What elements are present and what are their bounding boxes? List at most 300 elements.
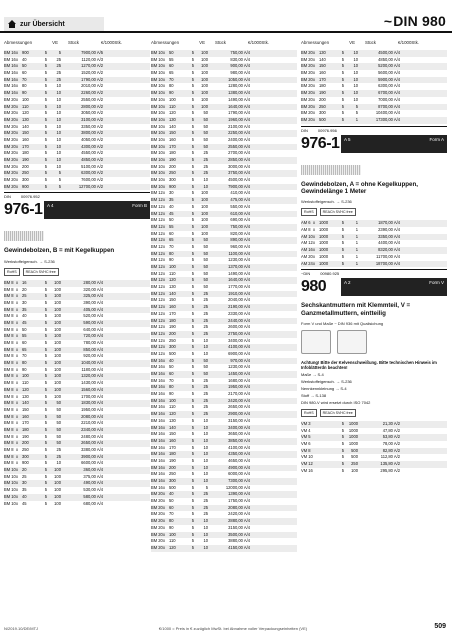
table-cell: 53,80 A/2	[382, 434, 400, 440]
table-cell: 1960,00 A/4	[228, 116, 250, 122]
table-cell: AM 6	[301, 220, 311, 226]
table-cell: 55	[169, 56, 174, 62]
table-cell: 1000	[319, 233, 329, 239]
table-cell: 2420,00 A/4	[228, 511, 250, 517]
table-cell: 100	[54, 493, 61, 499]
column-left	[4, 40, 150, 507]
table-row	[151, 318, 297, 325]
table-cell: 5	[191, 344, 194, 350]
rohs-badge: RoHS	[301, 208, 317, 216]
table-cell: x	[163, 123, 166, 129]
table-cell: 5	[191, 544, 194, 550]
table-cell: BM 8	[4, 453, 14, 459]
table-cell: BM 8	[4, 440, 14, 446]
table-cell: 5	[44, 406, 47, 412]
table-row	[4, 360, 150, 367]
table-cell: 10	[203, 524, 208, 530]
table-cell: 900	[22, 183, 29, 189]
table-cell: BM 12	[151, 264, 163, 269]
table-cell: 50	[22, 326, 27, 332]
table-cell: x	[163, 538, 166, 544]
table-cell: 1100,00 A/4	[228, 250, 250, 256]
table-cell: 500	[169, 484, 176, 490]
table-row	[4, 70, 150, 77]
table-row	[4, 467, 150, 474]
table-cell: VM 5	[301, 434, 311, 440]
table-cell: x	[163, 350, 166, 356]
table-cell: x	[163, 136, 166, 142]
table-cell: 120	[169, 110, 176, 116]
table-cell: 10	[203, 544, 208, 550]
table-cell: x	[16, 123, 19, 129]
table-cell: 1	[355, 116, 358, 122]
table-cell: 500	[169, 350, 176, 356]
table-cell: 7600,00 A/2	[81, 177, 103, 183]
table-cell: 140	[22, 400, 29, 406]
table-cell: 2900,00 A/4	[228, 411, 250, 417]
table-cell: 100	[201, 50, 208, 55]
table-row	[4, 150, 150, 157]
table-cell: 5	[44, 393, 47, 399]
table-cell: x	[16, 157, 19, 162]
table-cell: 5	[44, 286, 47, 292]
table-cell: 5	[191, 284, 194, 290]
product-drawing	[301, 330, 447, 354]
table-cell: 160	[22, 136, 29, 142]
table-cell: 610,00 A/4	[230, 210, 250, 216]
table-cell: BM 8	[4, 313, 14, 319]
table-cell: 65	[169, 237, 174, 243]
table-cell: x	[16, 299, 19, 305]
table-cell: x	[163, 90, 166, 96]
back-to-overview-link[interactable]	[4, 17, 104, 31]
table-cell: BM 16	[151, 478, 163, 483]
table-cell: BM 16	[4, 50, 16, 55]
table-cell: 50	[169, 50, 174, 55]
product-note[interactable]: Werkstoffeigensch. → S-236	[4, 258, 55, 264]
table-cell: x	[313, 253, 316, 259]
table-cell: 200	[319, 96, 326, 102]
table-row	[4, 280, 150, 287]
table-cell: 4850,00 A/4	[378, 56, 400, 62]
table-cell: 110	[169, 270, 176, 276]
table-cell: 5	[191, 250, 194, 256]
table-cell: 5	[191, 210, 194, 216]
table-cell: BM 8	[4, 433, 14, 439]
table-cell: 4500,00 A/4	[378, 50, 400, 55]
table-row	[151, 511, 297, 518]
table-cell: x	[16, 136, 19, 142]
table-cell: 10	[353, 76, 358, 82]
table-cell: 50	[203, 357, 208, 363]
table-cell: 5	[191, 371, 194, 376]
table-cell: 520,00 A/4	[83, 313, 103, 319]
table-cell: 100	[54, 467, 61, 473]
table-cell: 4550,00 A/2	[81, 150, 103, 156]
product-title: Gewindebolzen, A = ohne Kegelkuppen, Gewindelänge 1 Meter	[301, 180, 418, 195]
table-cell: 3880,00 A/4	[228, 538, 250, 544]
table-cell: 2800,00 A/2	[81, 103, 103, 109]
table-cell: x	[163, 270, 166, 276]
table-cell: BM 12	[151, 324, 163, 330]
table-cell: 2340,00 A/4	[81, 426, 103, 432]
table-cell: x	[163, 310, 166, 316]
table-cell: BM 16	[151, 397, 163, 403]
table-cell: VM 10	[301, 454, 313, 460]
table-cell: 50	[203, 116, 208, 122]
table-cell: 250	[22, 447, 29, 453]
table-cell: 170	[169, 310, 176, 316]
reference-note[interactable]: Werkstoffeigensch. → S-236	[301, 379, 352, 384]
table-cell: 150	[22, 130, 29, 136]
badge-group	[301, 409, 447, 417]
table-cell: 100	[54, 333, 61, 339]
table-cell: 580,00 A/4	[83, 493, 103, 499]
table-cell: 25	[203, 304, 208, 310]
table-cell: 5	[44, 116, 47, 122]
table-cell: 5	[341, 110, 344, 116]
table-cell: BM 8	[4, 413, 14, 419]
table-cell: 8700,00 A/4	[378, 103, 400, 109]
table-cell: 5	[191, 56, 194, 62]
price-table	[4, 50, 150, 190]
table-row	[301, 461, 447, 468]
table-cell: BM 20	[151, 511, 163, 517]
table-cell: 2880,00 A/4	[228, 518, 250, 524]
table-row	[151, 384, 297, 391]
table-cell: 2650,00 A/4	[228, 404, 250, 410]
table-row	[4, 50, 150, 57]
table-cell: 295,80 A/2	[380, 467, 400, 473]
table-cell: 10	[56, 130, 61, 136]
table-row	[151, 144, 297, 151]
table-cell: x	[163, 504, 166, 510]
table-cell: 250	[351, 461, 358, 467]
table-cell: 10	[56, 150, 61, 156]
column-middle	[151, 40, 297, 552]
table-cell: x	[313, 90, 316, 96]
table-cell: 100	[54, 319, 61, 325]
table-cell: x	[163, 371, 166, 376]
table-cell: 10	[353, 96, 358, 102]
table-cell: 80	[22, 83, 27, 89]
reference-note[interactable]: Stoff → S-138	[301, 393, 327, 398]
table-row	[301, 63, 447, 70]
table-cell: 5	[341, 220, 344, 226]
table-cell: BM 10	[151, 103, 163, 109]
table-cell: 25	[203, 290, 208, 296]
table-cell: 160	[22, 413, 29, 419]
table-cell: 1	[355, 247, 358, 253]
table-cell: AM 8	[301, 227, 311, 233]
table-cell: BM 12	[151, 257, 163, 263]
reference-note[interactable]: Nennkennkleinung → S-4	[301, 386, 347, 391]
table-cell: x	[163, 264, 166, 269]
table-row	[151, 371, 297, 378]
table-row	[151, 197, 297, 204]
table-cell: 2330,00 A/4	[228, 310, 250, 316]
table-cell: BM 12	[151, 210, 163, 216]
table-cell: 5	[44, 440, 47, 446]
table-cell: 90	[22, 366, 27, 372]
table-row	[4, 57, 150, 64]
table-cell: BM 20	[4, 96, 16, 102]
table-cell: BM 12	[151, 223, 163, 229]
table-row	[4, 380, 150, 387]
table-cell: 5	[58, 170, 61, 176]
table-cell: 170	[319, 76, 326, 82]
table-cell: BM 12	[151, 230, 163, 236]
table-cell: 4350,00 A/4	[228, 451, 250, 457]
table-row	[151, 157, 297, 164]
table-cell: 120	[169, 544, 176, 550]
table-cell: 25	[203, 317, 208, 323]
table-cell: 140	[319, 56, 326, 62]
table-cell: x	[163, 70, 166, 76]
table-cell: 10	[56, 163, 61, 169]
table-row	[4, 474, 150, 481]
table-cell: x	[313, 220, 316, 226]
table-cell: 100	[169, 96, 176, 102]
table-cell: 1050,00 A/4	[228, 76, 250, 82]
table-row	[151, 505, 297, 512]
table-cell: BM 10	[4, 480, 16, 486]
table-cell: 10	[56, 90, 61, 96]
table-cell: x	[163, 290, 166, 296]
table-cell: 50	[203, 143, 208, 149]
table-row	[301, 77, 447, 84]
table-row	[151, 231, 297, 238]
table-cell: x	[163, 478, 166, 483]
table-cell: x	[16, 460, 19, 466]
table-cell: x	[16, 480, 19, 486]
table-row	[151, 97, 297, 104]
table-cell: 1380,00 A/4	[228, 90, 250, 96]
table-cell: 6900,00 A/4	[228, 350, 250, 356]
table-cell: 18700,00 A/4	[375, 260, 400, 266]
table-cell: 90	[169, 90, 174, 96]
table-cell: 130	[169, 116, 176, 122]
product-number: 980	[301, 278, 327, 296]
product-card-980: ~DIN 00980.925 980 A 2 Form V Sechskantmuttern mit Klemmteil, V = Ganzmetallmuttern, eintteilig Form V und Maße ~ DIN 936 mit Qualisichung Achtung! Bitte der Kelvenschweißung. Bitte technischen Hinweis im Infoblätterdn beachten! Maße → S-4 Werkstoffeigensch. → S-236 Nennkennkleinung → S-4 Stoff → S-138 DIN 980-V wird ersetzt durch ISO 7042 RoHS REACh SVHC free	[301, 269, 447, 417]
table-cell: 100	[54, 480, 61, 486]
table-cell: 250	[169, 471, 176, 477]
table-cell: 25	[203, 324, 208, 330]
table-cell: x	[163, 103, 166, 109]
table-cell: 10	[56, 157, 61, 162]
table-cell: 360,00 A/4	[83, 467, 103, 473]
table-cell: 5	[191, 163, 194, 169]
table-cell: 2010,00 A/2	[81, 83, 103, 89]
table-cell: BM 10	[151, 123, 163, 129]
table-cell: 5	[44, 170, 47, 176]
table-cell: 25	[203, 170, 208, 176]
table-cell: BM 10	[151, 170, 163, 176]
table-cell: 920,00 A/4	[83, 353, 103, 359]
back-label: zur Übersicht	[20, 20, 65, 28]
table-row	[151, 411, 297, 418]
table-cell: 78,00 A/2	[382, 441, 400, 447]
table-cell: 1640,00 A/4	[228, 103, 250, 109]
table-cell: BM 8	[4, 373, 14, 379]
table-cell: BM 20	[301, 90, 313, 96]
table-cell: 1	[355, 233, 358, 239]
table-cell: 780,00 A/4	[83, 340, 103, 346]
table-cell: x	[313, 70, 316, 76]
table-cell: 5	[44, 293, 47, 299]
table-cell: 4900,00 A/4	[228, 464, 250, 470]
table-cell: 25	[203, 504, 208, 510]
table-cell: 3380,00 A/4	[81, 447, 103, 453]
table-row	[4, 340, 150, 347]
table-cell: 10	[203, 417, 208, 423]
table-cell: 5	[191, 136, 194, 142]
table-cell: x	[163, 544, 166, 550]
table-cell: 10	[56, 136, 61, 142]
table-row	[151, 491, 297, 498]
table-cell: 5	[191, 110, 194, 116]
table-row	[4, 97, 150, 104]
reach-badge: REACh SVHC free	[320, 409, 356, 417]
table-cell: 1870,00 A/4	[378, 220, 400, 226]
table-cell: 3000,00 A/4	[228, 163, 250, 169]
table-row	[301, 104, 447, 111]
table-cell: x	[163, 197, 166, 203]
table-row	[4, 501, 150, 508]
table-cell: 50	[203, 371, 208, 376]
table-cell: x	[16, 306, 19, 312]
table-cell: BM 20	[4, 103, 16, 109]
table-row	[4, 394, 150, 401]
table-cell: 5	[44, 70, 47, 76]
table-row	[4, 414, 150, 421]
table-cell: 50	[56, 406, 61, 412]
table-row	[4, 434, 150, 441]
table-cell: 5	[341, 253, 344, 259]
table-cell: 5	[191, 243, 194, 249]
table-cell: x	[163, 431, 166, 437]
table-cell: 2400,00 A/4	[228, 136, 250, 142]
table-cell: 5	[341, 240, 344, 246]
table-cell: 180	[22, 426, 29, 432]
table-cell: 5	[44, 83, 47, 89]
table-row	[151, 311, 297, 318]
table-cell: BM 12	[151, 284, 163, 290]
table-row	[4, 400, 150, 407]
table-cell: 10	[353, 83, 358, 89]
table-cell: x	[16, 353, 19, 359]
table-cell: x	[16, 467, 19, 473]
price-table	[4, 280, 150, 507]
table-cell: 5	[44, 460, 47, 466]
table-cell: BM 12	[151, 337, 163, 343]
table-row	[151, 418, 297, 425]
table-cell: 5	[341, 467, 344, 473]
table-cell: x	[163, 76, 166, 82]
table-cell: x	[163, 518, 166, 524]
table-cell: 960,00 A/4	[230, 243, 250, 249]
table-cell: 6300,00 A/2	[81, 170, 103, 176]
table-cell: 5	[191, 123, 194, 129]
table-cell: BM 20	[4, 183, 16, 189]
table-row	[151, 190, 297, 197]
table-cell: BM 8	[4, 406, 14, 412]
table-cell: 82,80 A/2	[382, 447, 400, 453]
table-cell: 280,00 A/4	[83, 279, 103, 285]
table-cell: 250	[169, 337, 176, 343]
table-cell: 70	[169, 511, 174, 517]
reference-note[interactable]: Maße → S-4	[301, 372, 324, 377]
table-cell: 90	[169, 524, 174, 530]
table-cell: 5	[341, 447, 344, 453]
table-cell: 10	[353, 63, 358, 69]
product-card-976-b: DIN 00976.952 976-1 A 4 Form B Gewindebolzen, B = mit Kegelkuppen Werkstoffeigensch. → S-236 RoHS REACh SVHC free	[4, 192, 150, 275]
table-row	[301, 428, 447, 435]
table-cell: 5	[191, 377, 194, 383]
table-cell: x	[16, 293, 19, 299]
table-cell: x	[163, 411, 166, 417]
table-cell: 50	[203, 136, 208, 142]
table-cell: BM 10	[151, 136, 163, 142]
table-cell: 1000	[319, 247, 329, 253]
table-cell: 25	[203, 310, 208, 316]
table-cell: 5	[44, 76, 47, 82]
table-cell: 5	[205, 484, 208, 490]
table-cell: x	[163, 377, 166, 383]
table-row	[151, 438, 297, 445]
table-cell: 160	[169, 136, 176, 142]
table-cell: BM 16	[151, 364, 163, 370]
table-cell: 160	[169, 437, 176, 443]
product-note[interactable]: Werkstoffeigensch. → S-236	[301, 199, 352, 205]
table-cell: BM 8	[4, 319, 14, 325]
table-cell: BM 20	[4, 143, 16, 149]
table-cell: 640,00 A/4	[83, 326, 103, 332]
table-cell: x	[163, 170, 166, 176]
table-cell: 10	[56, 110, 61, 116]
table-cell: 10	[203, 337, 208, 343]
table-cell: 325,00 A/4	[83, 293, 103, 299]
table-cell: BM 8	[4, 393, 14, 399]
table-cell: x	[163, 444, 166, 450]
table-cell: 50	[169, 498, 174, 504]
table-row	[301, 117, 447, 124]
table-cell: x	[16, 326, 19, 332]
table-row	[151, 538, 297, 545]
table-cell: 100	[201, 203, 208, 209]
table-cell: 5	[58, 183, 61, 189]
table-cell: 65	[169, 70, 174, 76]
table-row	[301, 254, 447, 261]
table-cell: VM 12	[301, 461, 313, 467]
table-cell: 2390,00 A/4	[378, 227, 400, 233]
table-cell: BM 8	[4, 340, 14, 346]
table-cell: 50	[169, 217, 174, 223]
table-cell: x	[16, 103, 19, 109]
table-cell: x	[163, 451, 166, 457]
table-cell: BM 16	[4, 56, 16, 62]
table-cell: x	[16, 313, 19, 319]
table-cell: 5	[191, 337, 194, 343]
table-cell: 1000	[319, 220, 329, 226]
table-cell: 5	[191, 350, 194, 356]
table-row	[151, 184, 297, 191]
table-cell: 21,30 A/2	[382, 421, 400, 426]
table-cell: 110	[169, 538, 176, 544]
table-cell: 40	[169, 203, 174, 209]
table-cell: 100	[54, 373, 61, 379]
table-cell: BM 8	[4, 306, 14, 312]
